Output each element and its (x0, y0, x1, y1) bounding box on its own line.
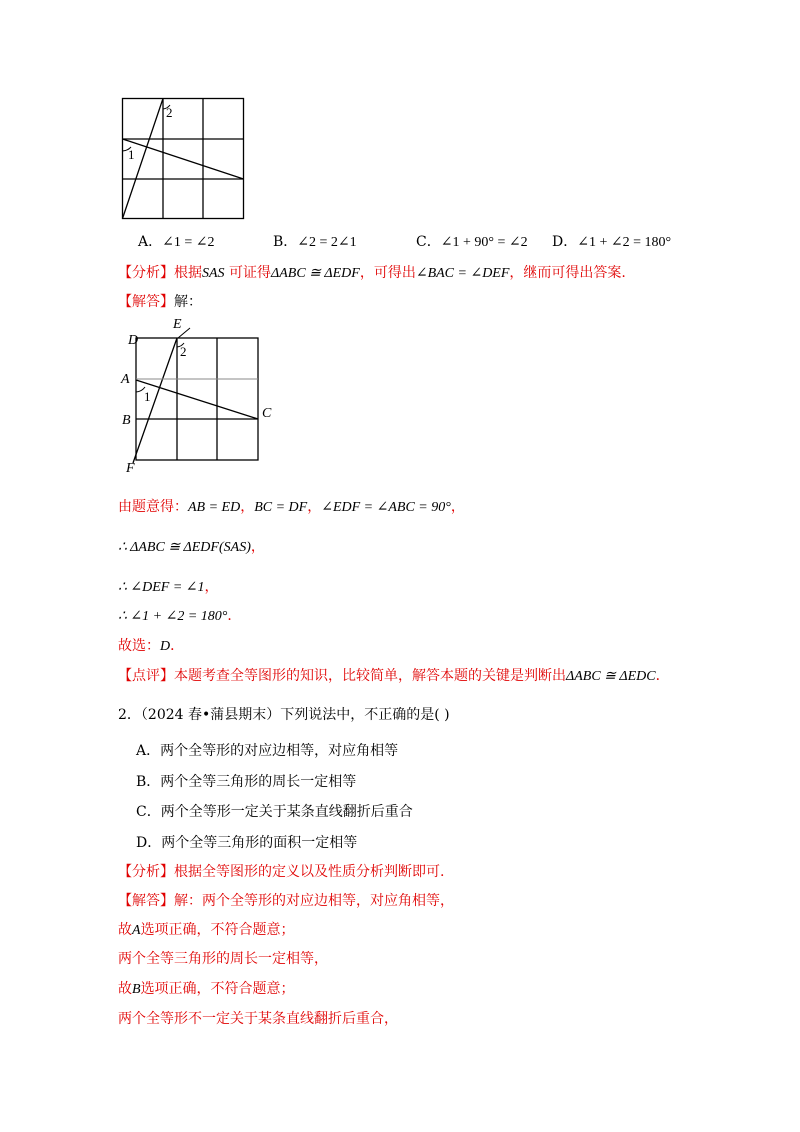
q2-analysis: 【分析】根据全等图形的定义以及性质分析判断即可. (118, 864, 445, 880)
q2-option-b: B．两个全等三角形的周长一定相等 (136, 774, 357, 790)
q2-answer-line-4: 故B选项正确，不符合题意； (118, 981, 295, 997)
solution-line-2: ∴ ΔABC ≅ ΔEDF(SAS)， (118, 539, 265, 555)
figure-2-grid (116, 315, 281, 475)
q1-answer-heading: 【解答】解： (118, 294, 202, 310)
q1-comment: 【点评】本题考查全等图形的知识，比较简单，解答本题的关键是判断出ΔABC ≅ ΔEDC． (118, 668, 670, 684)
fig2-angle1-label: 1 (144, 389, 151, 404)
q2-answer-line-2: 故A选项正确，不符合题意； (118, 922, 295, 938)
q2-answer-line-5: 两个全等形不一定关于某条直线翻折后重合， (118, 1011, 398, 1027)
point-d-label: D (128, 333, 139, 348)
solution-line-1: 由题意得：AB = ED，BC = DF，∠EDF = ∠ABC = 90°， (118, 499, 465, 515)
fig2-angle2-label: 2 (180, 344, 187, 359)
q2-option-a: A．两个全等形的对应边相等，对应角相等 (136, 743, 399, 759)
solution-line-5: 故选：D． (118, 638, 185, 654)
solution-line-4: ∴ ∠1 + ∠2 = 180°． (118, 608, 242, 624)
point-f-label: F (126, 461, 135, 475)
q2-option-c: C．两个全等形一定关于某条直线翻折后重合 (136, 804, 413, 820)
solution-line-3: ∴ ∠DEF = ∠1， (118, 579, 219, 595)
q2-answer-line-3: 两个全等三角形的周长一定相等， (118, 951, 328, 967)
option-a: A．∠1 = ∠2 (138, 234, 215, 250)
q2-option-d: D．两个全等三角形的面积一定相等 (136, 835, 358, 851)
fig1-angle1-label: 1 (128, 147, 135, 162)
q1-analysis: 【分析】根据SAS 可证得ΔABC ≅ ΔEDF，可得出∠BAC = ∠DEF，继而可得出答案. (118, 265, 626, 281)
option-d: D．∠1 + ∠2 = 180° (552, 234, 672, 250)
fig1-angle2-label: 2 (166, 105, 173, 120)
point-c-label: C (262, 406, 272, 421)
figure-1-grid (121, 97, 247, 223)
q2-answer-line-1: 【解答】解：两个全等形的对应边相等，对应角相等， (118, 893, 454, 909)
point-b-label: B (122, 413, 131, 428)
point-a-label: A (121, 372, 130, 387)
option-b: B．∠2 = 2∠1 (273, 234, 357, 250)
option-c: C．∠1 + 90° = ∠2 (416, 234, 528, 250)
question-2-stem: 2．（2024 春•蒲县期末）下列说法中，不正确的是( ) (118, 707, 450, 723)
point-e-label: E (173, 317, 182, 332)
